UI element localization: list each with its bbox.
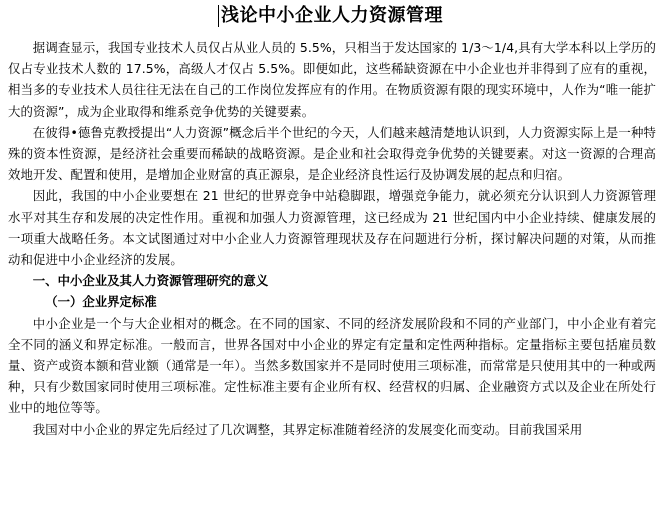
- paragraph-definition: 中小企业是一个与大企业相对的概念。在不同的国家、不同的经济发展阶段和不同的产业部门，中小企业有着完全不同的涵义和界定标准。一般而言，世界各国对中小企业的界定有定量和定性两种指标。定量指标主要包括雇员数量、资产或资本额和营业额（通常是一年）。当然多数国家并不是同时使用三项标准，而常常是只使用其中的一种或两种，只有少数国家同时使用三项标准。定性标准主要有企业所有权、经营权的归属、企业融资方式以及企业在所处行业中的地位等等。: [8, 315, 656, 416]
- paragraph-statistics: 据调查显示，我国专业技术人员仅占从业人员的 5.5%，只相当于发达国家的 1/3～1/4,具有大学本科以上学历的仅占专业技术人数的 17.5%，高级人才仅占 5.5%。即便如此，这些稀缺资源在中小企业也并非得到了应有的重视，相当多的专业技术人员往往无法在自己的工作岗位发挥应有的作用。在物质资源有限的现实环境中，人作为“唯一能扩大的资源”，成为企业取得和维系竞争优势的关键要素。: [8, 40, 656, 119]
- paragraph-drucker: 在彼得•德鲁克教授提出“人力资源”概念后半个世纪的今天，人们越来越清楚地认识到，人力资源实际上是一种特殊的资本性资源，是经济社会重要而稀缺的战略资源。是企业和社会取得竞争优势的关键要素。对这一资源的合理高效地开发、配置和使用，是增加企业财富的真正源泉，是企业经济良性运行及协调发展的起点和归宿。: [8, 124, 656, 183]
- paragraph-conclusion: 因此，我国的中小企业要想在 21 世纪的世界竞争中站稳脚跟，增强竞争能力，就必须充分认识到人力资源管理水平对其生存和发展的决定性作用。重视和加强人力资源管理，这已经成为 21 世纪国内中小企业持续、健康发展的一项重大战略任务。本文试图通过对中小企业人力资源管理现状及存在问题进行分析，探讨解决问题的对策，从而推动和促进中小企业经济的发展。: [8, 188, 656, 268]
- paragraph-china-standard: 我国对中小企业的界定先后经过了几次调整，其界定标准随着经济的发展变化而变动。目前我国采用: [32, 421, 583, 437]
- text-cursor: [218, 5, 219, 27]
- title-row: [0, 4, 661, 30]
- document-body: [8, 37, 656, 440]
- document-title: 浅论中小企业人力资源管理: [221, 5, 443, 26]
- subsection-heading: （一）企业界定标准: [45, 294, 157, 310]
- section-heading: 一、中小企业及其人力资源管理研究的意义: [32, 273, 269, 289]
